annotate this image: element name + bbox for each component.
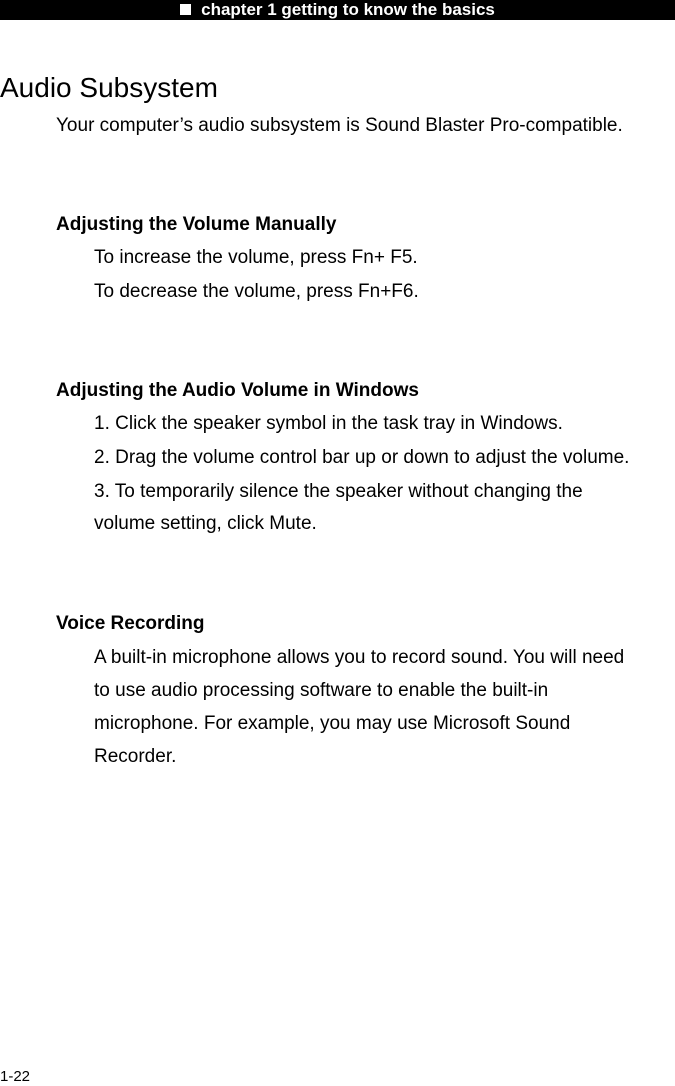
square-bullet-icon — [180, 4, 191, 15]
paragraph-line: To decrease the volume, press Fn+F6. — [94, 281, 419, 302]
paragraph-line: 1. Click the speaker symbol in the task tray in Windows. — [94, 413, 563, 434]
paragraph-line: microphone. For example, you may use Microsoft Sound — [94, 713, 571, 734]
voice-recording-heading: Voice Recording — [56, 613, 205, 634]
volume-windows-heading: Adjusting the Audio Volume in Windows — [56, 380, 419, 401]
paragraph-line: volume setting, click Mute. — [94, 513, 317, 534]
paragraph-line: 3. To temporarily silence the speaker without changing the — [94, 481, 583, 502]
section-intro: Your computer’s audio subsystem is Sound Blaster Pro-compatible. — [56, 115, 623, 136]
chapter-header-bar — [0, 0, 675, 20]
paragraph-line: 2. Drag the volume control bar up or down to adjust the volume. — [94, 447, 630, 468]
page-number: 1-22 — [0, 1068, 31, 1085]
section-title: Audio Subsystem — [0, 72, 218, 103]
volume-manual-heading: Adjusting the Volume Manually — [56, 214, 337, 235]
paragraph-line: Recorder. — [94, 746, 177, 767]
paragraph-line: to use audio processing software to enable the built-in — [94, 680, 549, 701]
chapter-label: chapter 1 getting to know the basics — [201, 0, 495, 19]
paragraph-line: To increase the volume, press Fn+ F5. — [94, 247, 418, 268]
paragraph-line: A built-in microphone allows you to record sound. You will need — [94, 647, 625, 668]
